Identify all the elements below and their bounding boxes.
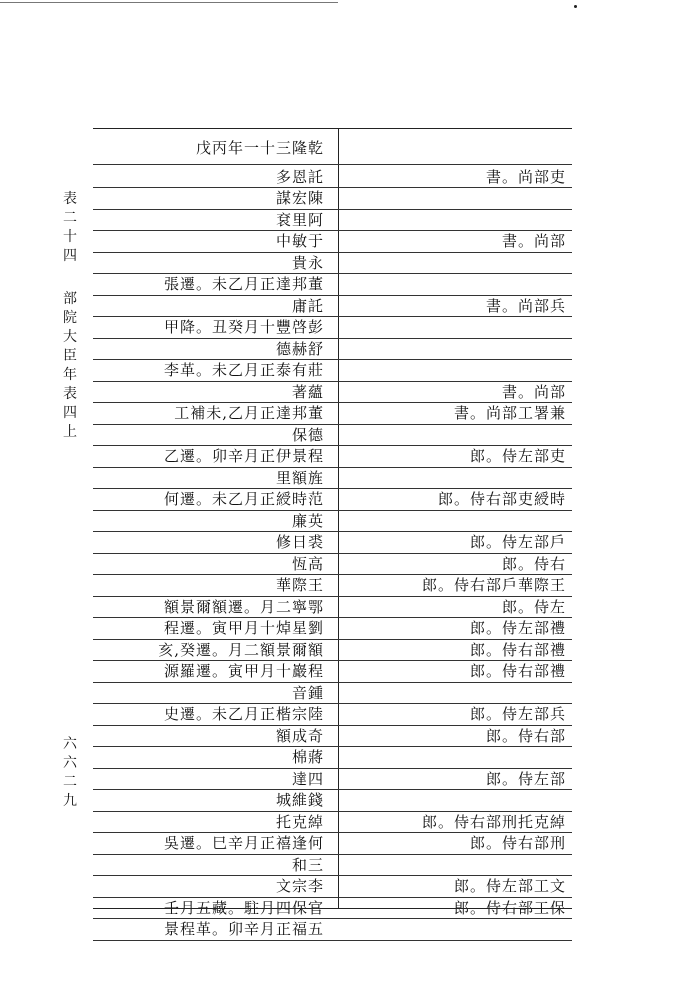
left-cell: 修日裘 [275, 533, 324, 551]
right-cell: 郎。侍右部禮 [469, 640, 566, 659]
right-cell: 郎。侍左部吏 [469, 447, 566, 465]
table-row [93, 380, 572, 403]
left-cell: 托克綽 [275, 812, 324, 831]
right-cell: 書。尚部 [501, 232, 566, 250]
left-cell: 恆高 [291, 554, 324, 573]
table-row [93, 552, 572, 575]
left-cell: 謀宏陳 [275, 189, 324, 207]
table-row [93, 638, 572, 661]
table-row [93, 810, 572, 833]
table-row [93, 294, 572, 317]
right-cell: 郎。侍右 [501, 554, 566, 573]
left-cell: 中敏于 [275, 232, 324, 250]
margin-title: 表二十四 [63, 191, 77, 264]
left-cell: 保德 [291, 425, 324, 444]
right-cell: 郎。侍右部禮 [469, 662, 566, 680]
left-cell: 和三 [291, 855, 324, 874]
table-row [93, 359, 572, 382]
table-row [93, 789, 572, 812]
table-row [93, 681, 572, 704]
left-cell: 源羅遷。寅甲月十巖程 [163, 662, 324, 680]
left-cell: 亥,癸遷。月二額景爾額 [158, 640, 324, 659]
right-cell: 郎。侍右部刑托克綽 [421, 812, 566, 831]
table-row [93, 316, 572, 339]
right-cell: 郎。侍左部禮 [469, 619, 566, 637]
left-cell: 甲降。丑癸月十豐啓彭 [163, 318, 324, 336]
left-cell: 額成奇 [275, 726, 324, 745]
table-row [93, 488, 572, 511]
left-cell: 工補未,乙月正達邦董 [174, 404, 324, 422]
table-row [93, 531, 572, 554]
left-cell: 吳遷。巳辛月正禧逢何 [163, 834, 324, 852]
table-row [93, 832, 572, 855]
left-cell: 里額旌 [275, 468, 324, 487]
left-cell: 乙遷。卯辛月正伊景程 [163, 447, 324, 465]
left-cell: 史遷。未乙月正楷宗陸 [163, 705, 324, 723]
table-row [93, 337, 572, 360]
table-row [93, 875, 572, 898]
table-row [93, 918, 572, 941]
right-cell: 郎。侍左部戶 [469, 533, 566, 551]
right-cell: 書。尚部工署兼 [453, 404, 566, 422]
left-cell: 棉蔣 [291, 748, 324, 766]
table-top-rule [93, 128, 572, 129]
left-cell: 景程革。卯辛月正福五 [163, 920, 324, 938]
left-cell: 庸託 [291, 296, 324, 315]
table-row [93, 165, 572, 188]
speck [574, 5, 577, 8]
left-cell: 張遷。未乙月正達邦董 [163, 275, 324, 293]
left-cell: 著蘊 [291, 382, 324, 401]
table-row [93, 724, 572, 747]
right-cell: 書。尚部 [501, 382, 566, 401]
left-cell: 袞里阿 [275, 210, 324, 229]
table-row [93, 595, 572, 618]
top-rule [0, 2, 338, 3]
left-cell: 多恩託 [275, 167, 324, 186]
table-row [93, 273, 572, 296]
table-row [93, 187, 572, 210]
table-bottom-rule [93, 908, 572, 909]
left-cell: 音鍾 [291, 683, 324, 702]
table-row [93, 746, 572, 769]
header-left-cell: 戊丙年一十三隆乾 [195, 138, 324, 157]
left-cell: 廉英 [291, 511, 324, 530]
table-row [93, 574, 572, 597]
page-number: 六六二九 [63, 736, 77, 809]
right-cell: 郎。侍右部刑 [469, 834, 566, 852]
left-cell: 程遷。寅甲月十焯星劉 [163, 619, 324, 637]
table-row [93, 423, 572, 446]
left-cell: 壬月五藏。駐月四保官 [163, 898, 324, 917]
right-cell: 郎。侍左部兵 [469, 705, 566, 723]
table-row [93, 208, 572, 231]
right-cell: 郎。侍左部 [485, 769, 566, 788]
left-cell: 達四 [291, 769, 324, 788]
table-row [93, 402, 572, 425]
right-cell: 書。尚部兵 [485, 296, 566, 315]
table-row [93, 509, 572, 532]
margin-subtitle: 部院大臣年表四上 [63, 291, 77, 440]
right-cell: 郎。侍左部工文 [453, 877, 566, 895]
table-row [93, 251, 572, 274]
left-cell: 貴永 [291, 253, 324, 272]
left-cell: 華際王 [275, 576, 324, 594]
table-row [93, 767, 572, 790]
left-cell: 文宗李 [275, 877, 324, 895]
table-row [93, 617, 572, 640]
right-cell: 郎。侍右部 [485, 726, 566, 745]
table-row [93, 660, 572, 683]
left-cell: 何遷。未乙月正綬時范 [163, 490, 324, 508]
right-cell: 郎。侍右部戶華際王 [421, 576, 566, 594]
right-cell: 郎。侍右部工保 [453, 898, 566, 917]
left-cell: 城維錢 [275, 791, 324, 809]
left-cell: 額景爾額遷。月二寧鄂 [163, 597, 324, 616]
left-cell: 德赫舒 [275, 339, 324, 358]
table-row [93, 466, 572, 489]
table-row [93, 853, 572, 876]
table-row [93, 230, 572, 253]
table-row-header [93, 130, 572, 165]
right-cell: 郎。侍右部吏綬時 [437, 490, 566, 508]
table-row [93, 445, 572, 468]
table-row [93, 703, 572, 726]
right-cell: 郎。侍左 [501, 597, 566, 616]
left-cell: 李革。未乙月正泰有莊 [163, 361, 324, 379]
right-cell: 書。尚部吏 [485, 167, 566, 186]
